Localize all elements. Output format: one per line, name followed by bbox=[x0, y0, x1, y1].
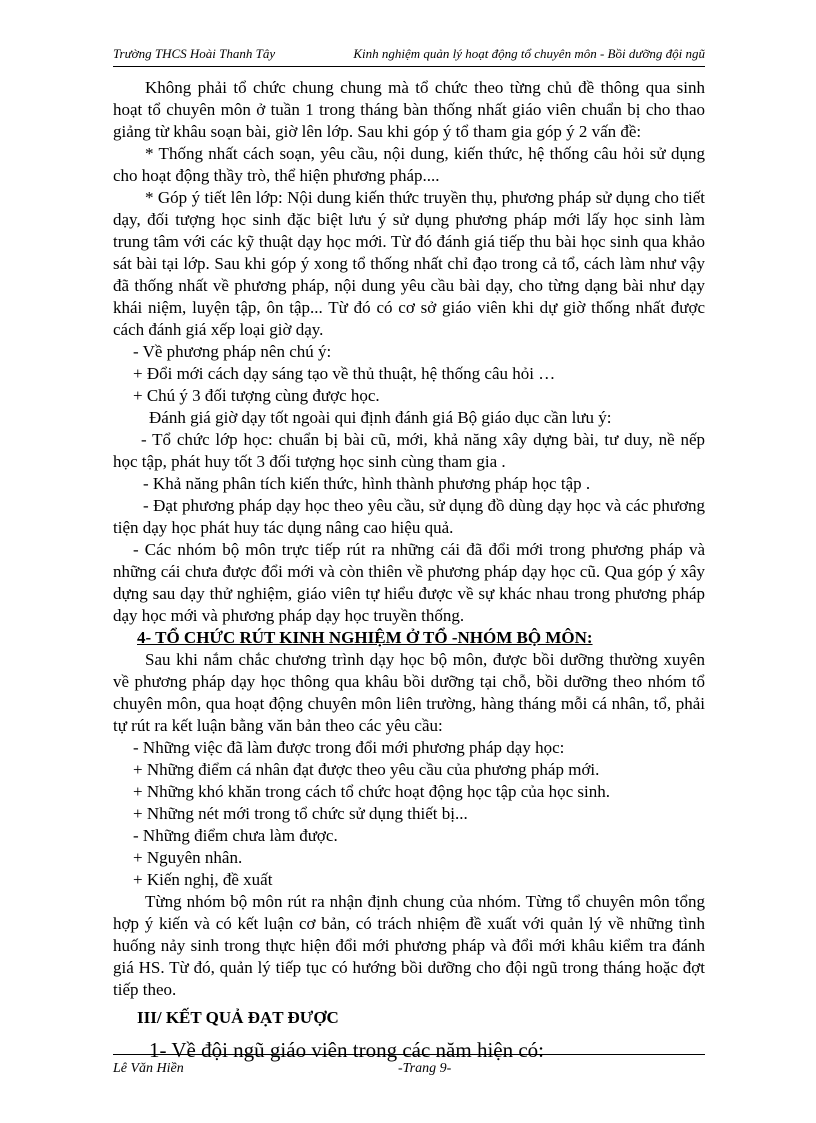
header-school-name: Trường THCS Hoài Thanh Tây bbox=[113, 46, 276, 61]
list-item: + Những điểm cá nhân đạt được theo yêu cầu của phương pháp mới. bbox=[133, 760, 600, 779]
body-paragraph: Từng nhóm bộ môn rút ra nhận định chung của nhóm. Từng tổ chuyên môn tổng hợp ý kiến và có kết luận cơ bản, có trách nhiệm đề xuất với quản lý về những tình huống nảy sinh trong thực hiện đổi mới phương pháp và đổi mới khâu kiểm tra đánh giá HS. Từ đó, quản lý tiếp tục có hướng bồi dưỡng cho đội ngũ trong tháng hoặc đợt tiếp theo. bbox=[113, 892, 705, 999]
bullet-paragraph: * Thống nhất cách soạn, yêu cầu, nội dung, kiến thức, hệ thống câu hỏi sử dụng cho hoạt động thầy trò, thể hiện phương pháp.... bbox=[113, 144, 705, 185]
list-item: + Chú ý 3 đối tượng cùng được học. bbox=[133, 386, 380, 405]
document-body bbox=[113, 77, 705, 1063]
page-footer bbox=[113, 1054, 705, 1077]
list-item: - Khả năng phân tích kiến thức, hình thành phương pháp học tập . bbox=[143, 474, 591, 493]
list-item: + Nguyên nhân. bbox=[133, 848, 243, 867]
list-item: - Những việc đã làm được trong đổi mới phương pháp dạy học: bbox=[133, 738, 565, 757]
footer-author: Lê Văn Hiền bbox=[113, 1061, 184, 1076]
list-item: - Về phương pháp nên chú ý: bbox=[133, 342, 332, 361]
list-item: - Các nhóm bộ môn trực tiếp rút ra những cái đã đổi mới trong phương pháp và những cái chưa được đổi mới và còn thiên về phương pháp dạy học cũ. Qua góp ý xây dựng sau dạy thử nghiệm, giáo viên tự hiểu được về sự khác nhau trong phương pháp dạy học mới và phương pháp dạy học truyền thống. bbox=[113, 540, 705, 625]
list-item: + Những khó khăn trong cách tổ chức hoạt động học tập của học sinh. bbox=[133, 782, 610, 801]
list-item: - Tổ chức lớp học: chuẩn bị bài cũ, mới, khả năng xây dựng bài, tư duy, nề nếp học tập, phát huy tốt 3 đối tượng học sinh cùng tham gia . bbox=[113, 430, 705, 471]
list-item: - Những điểm chưa làm được. bbox=[133, 826, 338, 845]
footer-page-number: -Trang 9- bbox=[398, 1061, 452, 1076]
list-item: + Kiến nghị, đề xuất bbox=[133, 870, 273, 889]
subsection-heading: 1- Về đội ngũ giáo viên trong các năm hiện có: bbox=[149, 1038, 545, 1062]
page-header bbox=[113, 44, 705, 67]
section-heading: 4- TỔ CHỨC RÚT KINH NGHIỆM Ở TỔ -NHÓM BỘ MÔN: bbox=[137, 628, 593, 647]
list-item: + Những nét mới trong tổ chức sử dụng thiết bị... bbox=[133, 804, 468, 823]
list-item: + Đổi mới cách dạy sáng tạo về thủ thuật, hệ thống câu hỏi … bbox=[133, 364, 556, 383]
body-paragraph: Không phải tổ chức chung chung mà tổ chức theo từng chủ đề thông qua sinh hoạt tổ chuyên môn ở tuần 1 trong tháng bàn thống nhất giáo viên chuẩn bị cho thao giảng từ khâu soạn bài, giờ lên lớp. Sau khi góp ý tổ tham gia góp ý 2 vấn đề: bbox=[113, 78, 705, 141]
bullet-paragraph: * Góp ý tiết lên lớp: Nội dung kiến thức truyền thụ, phương pháp sử dụng cho tiết dạy, đối tượng học sinh đặc biệt lưu ý sử dụng phương pháp mới lấy học sinh làm trung tâm với các kỹ thuật dạy học mới. Từ đó đánh giá tiếp thu bài học sinh qua khảo sát bài tại lớp. Sau khi góp ý xong tổ thống nhất chỉ đạo trong cả tổ, cách làm như vậy đã thống nhất về phương pháp, nội dung yêu cầu bài dạy, cho từng dạng bài như dạy khái niệm, luyện tập, ôn tập... Từ đó có cơ sở giáo viên khi dự giờ thống nhất được cách đánh giá xếp loại giờ dạy. bbox=[113, 188, 705, 339]
header-document-title: Kinh nghiệm quản lý hoạt động tổ chuyên môn - Bồi dưỡng đội ngũ bbox=[353, 46, 705, 61]
body-paragraph: Sau khi nắm chắc chương trình dạy học bộ môn, được bồi dưỡng thường xuyên về phương pháp dạy học thông qua khâu bồi dưỡng tại chỗ, bồi dưỡng theo nhóm tổ chuyên môn, qua hoạt động chuyên môn liên trường, hàng tháng mỗi cá nhân, tổ, phải tự rút ra kết luận bằng văn bản theo các yêu cầu: bbox=[113, 650, 705, 735]
section-heading: III/ KẾT QUẢ ĐẠT ĐƯỢC bbox=[137, 1008, 339, 1027]
body-paragraph: Đánh giá giờ dạy tốt ngoài qui định đánh giá Bộ giáo dục cần lưu ý: bbox=[149, 408, 612, 427]
list-item: - Đạt phương pháp dạy học theo yêu cầu, sử dụng đồ dùng dạy học và các phương tiện dạy học phát huy tác dụng nâng cao hiệu quả. bbox=[113, 496, 705, 537]
